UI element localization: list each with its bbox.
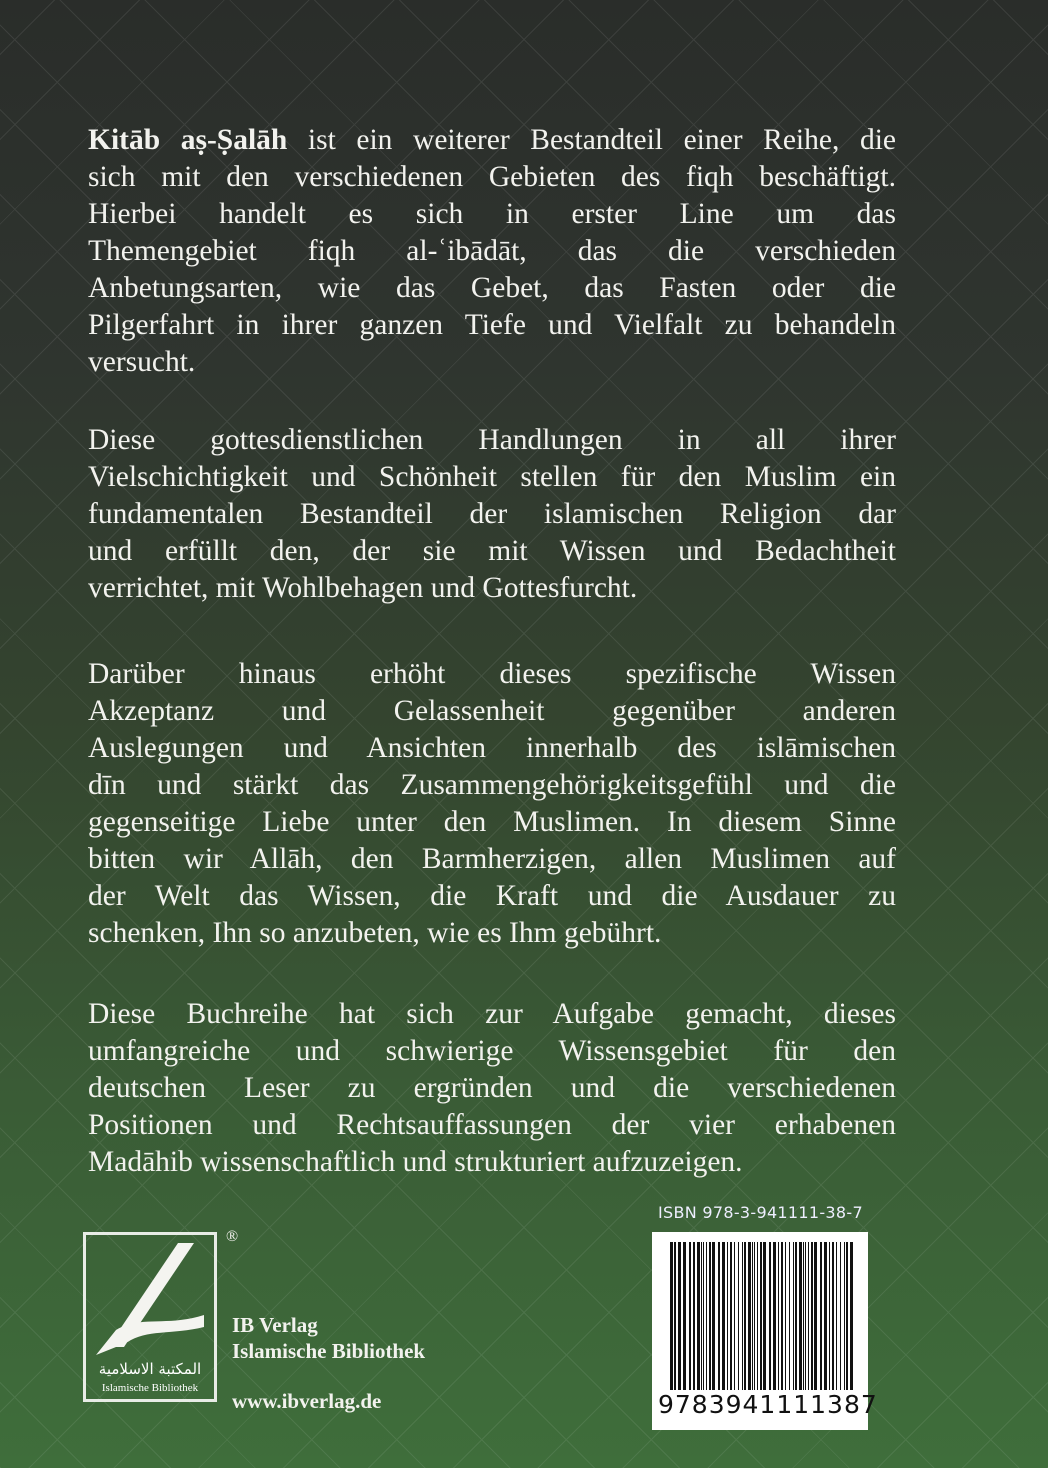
- text-line: [88, 1144, 896, 1181]
- barcode-bar: [734, 1242, 735, 1390]
- text-line: [88, 233, 896, 270]
- text-line-content: deutschen Leser zu ergründen und die verschiedenen: [88, 1072, 896, 1104]
- text-line: [88, 656, 896, 693]
- text-line-content: verrichtet, mit Wohlbehagen und Gottesfurcht.: [88, 572, 638, 604]
- barcode-bar: [795, 1242, 797, 1390]
- barcode-bar: [730, 1242, 732, 1390]
- text-line-content: Darüber hinaus erhöht dieses spezifische Wissen: [88, 658, 896, 690]
- text-line: [88, 459, 896, 496]
- text-line-content: Diese gottesdienstlichen Handlungen in all ihrer: [88, 424, 896, 456]
- publisher-url[interactable]: www.ibverlag.de: [232, 1389, 382, 1413]
- text-line: [88, 307, 896, 344]
- barcode-digits: 9783941111387: [658, 1390, 878, 1419]
- text-line-content: sich mit den verschiedenen Gebieten des fiqh beschäftigt.: [88, 161, 896, 193]
- text-line: [88, 804, 896, 841]
- barcode-bar: [785, 1242, 786, 1390]
- barcode-bar: [703, 1242, 704, 1390]
- barcode-bar: [789, 1242, 790, 1390]
- text-line: [88, 122, 896, 159]
- barcode-bar: [693, 1242, 695, 1390]
- text-line-content: Positionen und Rechtsauffassungen der vier erhabenen: [88, 1109, 896, 1141]
- registered-mark: ®: [226, 1228, 239, 1245]
- barcode-bar: [803, 1242, 804, 1390]
- text-line-content: Anbetungsarten, wie das Gebet, das Fasten oder die: [88, 272, 896, 304]
- barcode-bar: [846, 1242, 848, 1390]
- barcode-bar: [829, 1242, 830, 1390]
- publisher-line1: IB Verlag: [232, 1313, 318, 1337]
- publisher-name: [232, 1312, 425, 1364]
- barcode-bar: [670, 1242, 673, 1390]
- text-line-content: umfangreiche und schwierige Wissensgebiet für den: [88, 1035, 896, 1067]
- text-line: [88, 915, 896, 952]
- barcode-bar: [744, 1242, 746, 1390]
- text-line-content: Themengebiet fiqh al-ʿibādāt, das die verschieden: [88, 235, 896, 267]
- text-line: [88, 270, 896, 307]
- text-line: [88, 693, 896, 730]
- text-line: [88, 496, 896, 533]
- barcode-bar: [722, 1242, 725, 1390]
- logo-english-text: Islamische Bibliothek: [101, 1382, 199, 1394]
- barcode-bar: [709, 1242, 711, 1390]
- barcode-bar: [793, 1242, 794, 1390]
- text-line: [88, 996, 896, 1033]
- text-line-content: bitten wir Allāh, den Barmherzigen, allen Muslimen auf: [88, 843, 896, 875]
- text-line-content: Akzeptanz und Gelassenheit gegenüber anderen: [88, 695, 896, 727]
- barcode-bar: [738, 1242, 739, 1390]
- barcode-bar: [811, 1242, 813, 1390]
- text-line: [88, 878, 896, 915]
- text-line-content: schenken, Ihn so anzubeten, wie es Ihm gebührt.: [88, 917, 662, 949]
- barcode-bar: [824, 1242, 827, 1390]
- barcode-bar: [748, 1242, 751, 1390]
- barcode-bar: [683, 1242, 686, 1390]
- text-line: [88, 196, 896, 233]
- text-line-content: fundamentalen Bestandteil der islamischen Religion dar: [88, 498, 896, 530]
- barcode-bar: [769, 1242, 771, 1390]
- text-line: [88, 422, 896, 459]
- text-line: [88, 1033, 896, 1070]
- barcode-bar: [727, 1242, 728, 1390]
- barcode-bar: [820, 1242, 822, 1390]
- barcode-bars: [670, 1242, 856, 1402]
- barcode-bar: [754, 1242, 755, 1390]
- paragraph-1: [88, 122, 896, 381]
- barcode-bar: [850, 1242, 853, 1390]
- barcode-bar: [840, 1242, 841, 1390]
- barcode-bar: [814, 1242, 817, 1390]
- barcode-bar: [674, 1242, 676, 1390]
- barcode-bar: [752, 1242, 753, 1390]
- text-line-content: dīn und stärkt das Zusammengehörigkeitsgefühl und die: [88, 769, 896, 801]
- barcode: [652, 1232, 878, 1430]
- barcode-bar: [773, 1242, 776, 1390]
- barcode-bar: [742, 1242, 743, 1390]
- barcode-bar: [706, 1242, 707, 1390]
- barcode-bar: [697, 1242, 700, 1390]
- publisher-line2: Islamische Bibliothek: [232, 1339, 426, 1363]
- text-line-content: Hierbei handelt es sich in erster Line um das: [88, 198, 896, 230]
- barcode-bar: [781, 1242, 783, 1390]
- barcode-bar: [689, 1242, 691, 1390]
- barcode-bar: [712, 1242, 715, 1390]
- text-line: [88, 344, 896, 381]
- logo-arabic-text: المكتبة الاسلامية: [98, 1360, 202, 1378]
- text-line: [88, 767, 896, 804]
- paragraph-4: [88, 996, 896, 1181]
- text-line: [88, 1107, 896, 1144]
- text-line: [88, 730, 896, 767]
- paragraph-3: [88, 656, 896, 952]
- barcode-bar: [799, 1242, 802, 1390]
- text-line: [88, 841, 896, 878]
- text-line: [88, 533, 896, 570]
- text-line-content: Madāhib wissenschaftlich und strukturiert aufzuzeigen.: [88, 1146, 743, 1178]
- text-line-content: und erfüllt den, der sie mit Wissen und Bedachtheit: [88, 535, 896, 567]
- barcode-bar: [757, 1242, 758, 1390]
- barcode-bar: [832, 1242, 834, 1390]
- barcode-bar: [844, 1242, 845, 1390]
- book-title: Kitāb aṣ-Ṣalāh: [88, 124, 288, 156]
- paragraph-2: [88, 422, 896, 607]
- text-line-content: Auslegungen und Ansichten innerhalb des islāmischen: [88, 732, 896, 764]
- text-line-content: gegenseitige Liebe unter den Muslimen. In diesem Sinne: [88, 806, 896, 838]
- text-line-content: der Welt das Wissen, die Kraft und die Ausdauer zu: [88, 880, 896, 912]
- barcode-bar: [763, 1242, 766, 1390]
- barcode-bar: [778, 1242, 779, 1390]
- barcode-bar: [718, 1242, 720, 1390]
- text-line-content: ist ein weiterer Bestandteil einer Reihe, die: [287, 124, 896, 156]
- text-line-content: Vielschichtigkeit und Schönheit stellen für den Muslim ein: [88, 461, 896, 493]
- text-line: [88, 159, 896, 196]
- text-line: [88, 1070, 896, 1107]
- barcode-bar: [701, 1242, 702, 1390]
- text-line-content: versucht.: [88, 346, 196, 378]
- barcode-bar: [808, 1242, 809, 1390]
- barcode-bar: [760, 1242, 762, 1390]
- text-line-content: Diese Buchreihe hat sich zur Aufgabe gemacht, dieses: [88, 998, 896, 1030]
- barcode-bar: [836, 1242, 837, 1390]
- text-line-content: Pilgerfahrt in ihrer ganzen Tiefe und Vielfalt zu behandeln: [88, 309, 896, 341]
- book-logo-icon: [86, 1235, 214, 1360]
- barcode-bar: [678, 1242, 681, 1390]
- barcode-bar: [805, 1242, 806, 1390]
- publisher-logo: [83, 1232, 217, 1402]
- isbn-label: ISBN 978-3-941111-38-7: [658, 1203, 863, 1222]
- text-line: [88, 570, 896, 607]
